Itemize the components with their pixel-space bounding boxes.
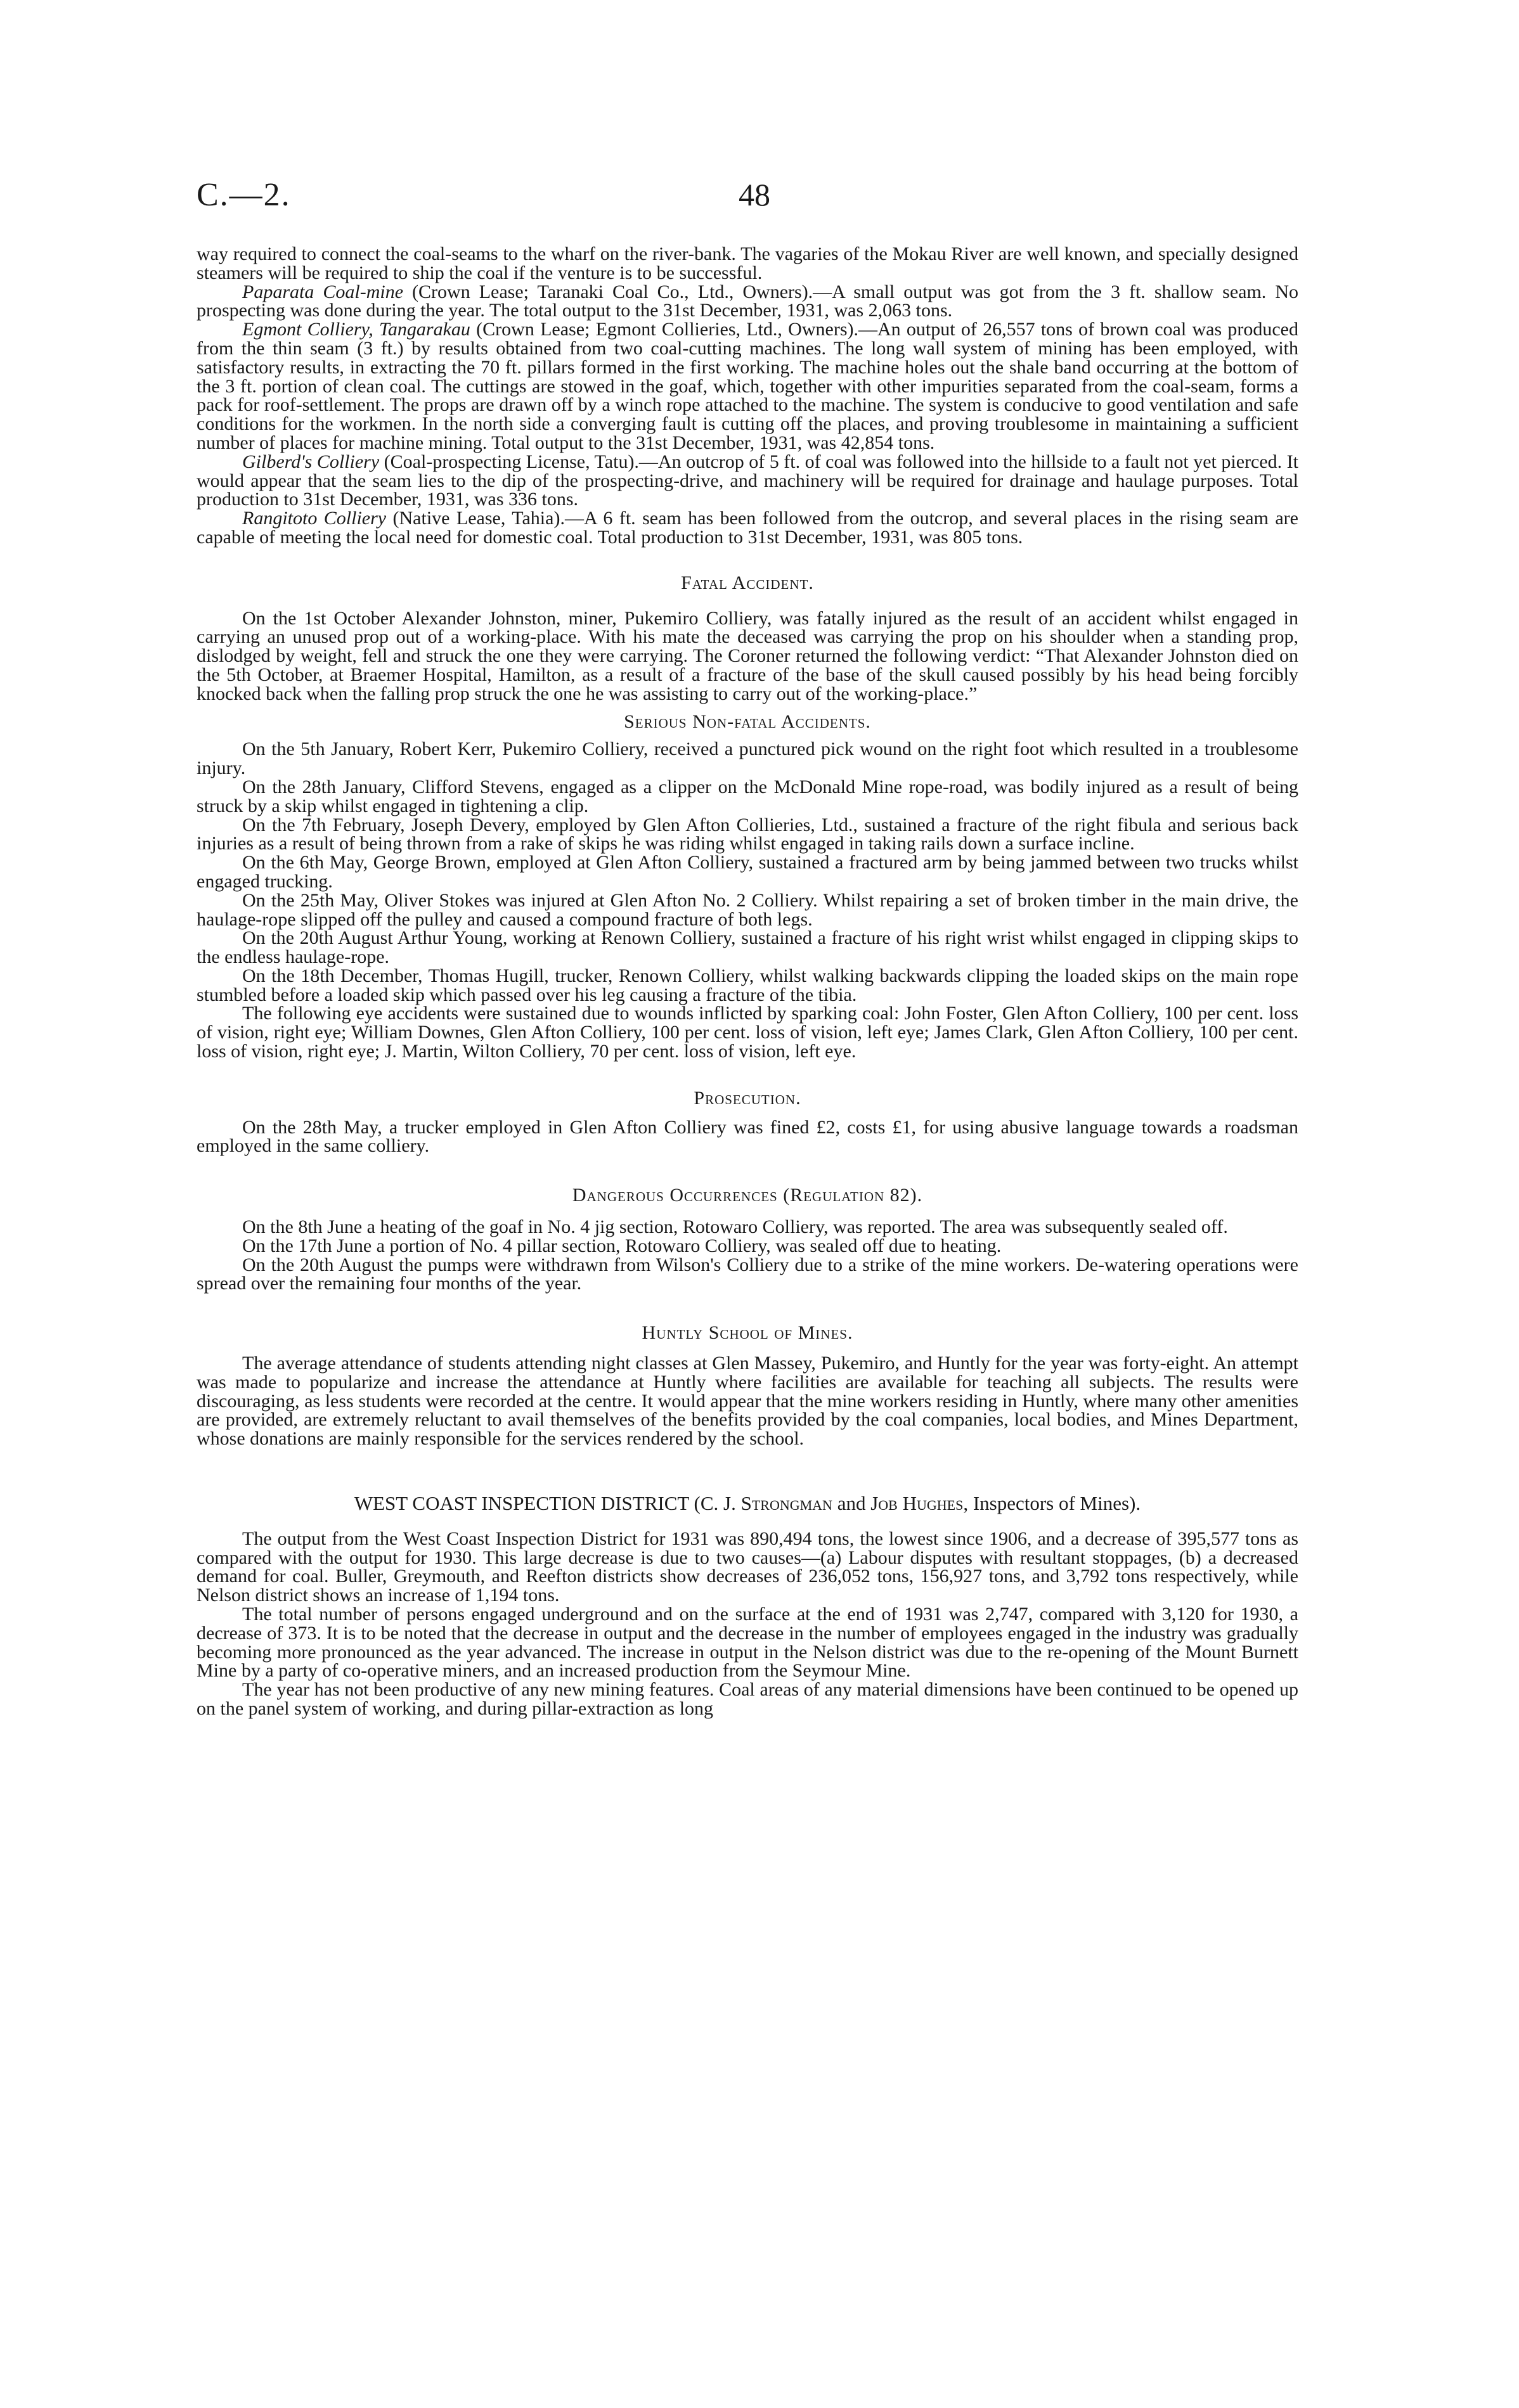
heading-text: WEST COAST INSPECTION DISTRICT ( bbox=[354, 1492, 701, 1515]
colliery-name: Paparata Coal-mine bbox=[242, 281, 404, 302]
occurrence-item: On the 17th June a portion of No. 4 pillar section, Rotowaro Colliery, was sealed off due to heating. bbox=[242, 1235, 1002, 1256]
fatal-accident-heading: Fatal Accident. bbox=[681, 572, 814, 593]
intro-paragraph: way required to connect the coal-seams to the wharf on the river-bank. The vagaries of the Mokau River are well known, and specially designed steamers will be required to ship the coal if the venture is to be successful. bbox=[197, 243, 1298, 283]
colliery-name: Egmont Colliery, Tangarakau bbox=[242, 319, 470, 340]
paragraph-text: (Coal-prospecting License, Tatu).—An outcrop of 5 ft. of coal was followed into the hillside to a fault not yet pierced. It would appear that the seam lies to the dip of the prospecting-drive, and machinery will be required for drainage and haulage purposes. Total production to 31st December, 1931, was 336 tons. bbox=[197, 451, 1299, 510]
egmont-paragraph bbox=[197, 320, 1298, 453]
paragraph-text: (Crown Lease; Egmont Collieries, Ltd., Owners).—An output of 26,557 tons of brown coal was produced from the thin seam (3 ft.) by results obtained from two coal-cutting machines. The long wall system of mining has been employed, with satisfactory results, in extracting the 70 ft. pillars formed in the first working. The machine holes out the shale band occurring at the bottom of the 3 ft. portion of clean coal. The cuttings are stowed in the goaf, which, together with other impurities separated from the coal-seam, forms a pack for roof-settlement. The props are drawn off by a winch rope attached to the machine. The system is conducive to good ventilation and safe conditions for the workmen. In the north side a converging fault is cutting off the places, and proving troublesome in maintaining a sufficient number of places for machine mining. Total output to the 31st December, 1931, was 42,854 tons. bbox=[197, 319, 1298, 453]
prosecution-paragraph: On the 28th May, a trucker employed in Glen Afton Colliery was fined £2, costs £1, for using abusive language towards a roadsman employed in the same colliery. bbox=[197, 1116, 1298, 1157]
west-coast-paragraph: The output from the West Coast Inspection District for 1931 was 890,494 tons, the lowest since 1906, and a decrease of 395,577 tons as compared with the output for 1930. This large decrease is due to two causes—(a) Labour disputes with resultant stoppages, (b) a decreased demand for coal. Buller, Greymouth, and Reefton districts show decreases of 236,052 tons, 156,927 tons, and 3,792 tons respectively, while Nelson district shows an increase of 1,194 tons. bbox=[197, 1528, 1298, 1606]
accident-item: On the 7th February, Joseph Devery, employed by Glen Afton Collieries, Ltd., sustained a fracture of the right fibula and serious back injuries as a result of being thrown from a rake of skips he was riding whilst engaged in taking rails down a surface incline. bbox=[197, 814, 1298, 854]
rangitoto-paragraph bbox=[197, 509, 1298, 547]
heading-text: , Inspectors of Mines). bbox=[963, 1492, 1141, 1515]
colliery-name: Rangitoto Colliery bbox=[242, 508, 387, 529]
prosecution-heading: Prosecution. bbox=[694, 1087, 801, 1109]
page-number: 48 bbox=[739, 177, 770, 212]
occurrence-item: On the 20th August the pumps were withdrawn from Wilson's Colliery due to a strike of the mine workers. De-watering operations were spread over the remaining four months of the year. bbox=[197, 1254, 1298, 1294]
colliery-name: Gilberd's Colliery bbox=[242, 451, 380, 472]
fatal-accident-paragraph: On the 1st October Alexander Johnston, miner, Pukemiro Colliery, was fatally injured as the result of an accident whilst engaged in carrying an unused prop out of a working-place. With his mate the deceased was carrying the prop on his shoulder when a standing prop, dislodged by weight, fell and struck the one they were carrying. The Coroner returned the following verdict: “That Alexander Johnston died on the 5th October, at Braemer Hospital, Hamilton, as a result of a fracture of the base of the skull caused possibly by his head being forcibly knocked back when the falling prop struck the one he was assisting to carry out of the working-place.” bbox=[197, 607, 1298, 704]
occurrence-item: On the 8th June a heating of the goaf in No. 4 jig section, Rotowaro Colliery, was reported. The area was subsequently sealed off. bbox=[242, 1216, 1228, 1238]
accident-item: On the 6th May, George Brown, employed at Glen Afton Colliery, sustained a fractured arm by being jammed between two trucks whilst engaged trucking. bbox=[197, 852, 1298, 892]
west-coast-paragraph: The year has not been productive of any new mining features. Coal areas of any material dimensions have been continued to be opened up on the panel system of working, and during pillar-extraction as long bbox=[197, 1679, 1298, 1719]
accident-item: On the 28th January, Clifford Stevens, engaged as a clipper on the McDonald Mine rope-road, was bodily injured as a result of being struck by a skip whilst engaged in tightening a clip. bbox=[197, 776, 1298, 816]
inspector-name: Job Hughes bbox=[870, 1492, 964, 1515]
body-text bbox=[197, 245, 1298, 1718]
huntly-school-paragraph: The average attendance of students attending night classes at Glen Massey, Pukemiro, and Huntly for the year was forty-eight. An attempt was made to popularize and increase the attendance at Huntly where facilities are available for teaching all subjects. The results were discouraging, as less students were recorded at the centre. It would appear that the mine workers residing in Huntly, where many other amenities are provided, are extremely reluctant to avail themselves of the benefits provided by the coal companies, local bodies, and Mines Department, whose donations are mainly responsible for the services rendered by the school. bbox=[197, 1353, 1298, 1450]
accident-item: The following eye accidents were sustained due to wounds inflicted by sparking coal: John Foster, Glen Afton Colliery, 100 per cent. loss of vision, right eye; William Downes, Glen Afton Colliery, 100 per cent. loss of vision, left eye; James Clark, Glen Afton Colliery, 100 per cent. loss of vision, right eye; J. Martin, Wilton Colliery, 70 per cent. loss of vision, left eye. bbox=[197, 1003, 1298, 1062]
inspector-name: C. J. Strongman bbox=[700, 1492, 832, 1515]
accident-item: On the 5th January, Robert Kerr, Pukemiro Colliery, received a punctured pick wound on the right foot which resulted in a troublesome injury. bbox=[197, 738, 1298, 779]
report-reference: C.—2. bbox=[197, 177, 291, 213]
paragraph-text: (Native Lease, Tahia).—A 6 ft. seam has been followed from the outcrop, and several places in the rising seam are capable of meeting the local need for domestic coal. Total production to 31st December, 1931, was 805 tons. bbox=[197, 508, 1298, 548]
west-coast-district-heading bbox=[197, 1494, 1298, 1513]
gilberd-paragraph bbox=[197, 453, 1298, 509]
serious-accidents-heading: Serious Non-fatal Accidents. bbox=[624, 711, 871, 732]
accident-item: On the 25th May, Oliver Stokes was injured at Glen Afton No. 2 Colliery. Whilst repairing a set of broken timber in the main drive, the haulage-rope slipped off the pulley and caused a compound fracture of both legs. bbox=[197, 889, 1298, 930]
paparata-paragraph bbox=[197, 283, 1298, 321]
paragraph-text: (Crown Lease; Taranaki Coal Co., Ltd., Owners).—A small output was got from the 3 ft. shallow seam. No prospecting was done during the year. The total output to the 31st December, 1931, was 2,063 tons. bbox=[197, 281, 1298, 321]
running-head bbox=[197, 176, 1312, 227]
west-coast-paragraph: The total number of persons engaged underground and on the surface at the end of 1931 was 2,747, compared with 3,120 for 1930, a decrease of 373. It is to be noted that the decrease in output and the decrease in the number of employees engaged in the industry was gradually becoming more pronounced as the year advanced. The increase in output in the Nelson district was due to the re-opening of the Mount Burnett Mine by a party of co-operative miners, and an increased production from the Seymour Mine. bbox=[197, 1604, 1298, 1682]
accident-item: On the 20th August Arthur Young, working at Renown Colliery, sustained a fracture of his right wrist whilst engaged in clipping skips to the endless haulage-rope. bbox=[197, 927, 1298, 968]
huntly-school-heading: Huntly School of Mines. bbox=[642, 1322, 853, 1344]
dangerous-occurrences-heading: Dangerous Occurrences (Regulation 82). bbox=[572, 1185, 923, 1206]
accident-item: On the 18th December, Thomas Hugill, trucker, Renown Colliery, whilst walking backwards clipping the loaded skips on the main rope stumbled before a loaded skip which passed over his leg causing a fracture of the tibia. bbox=[197, 965, 1298, 1005]
heading-text: and bbox=[832, 1492, 871, 1515]
